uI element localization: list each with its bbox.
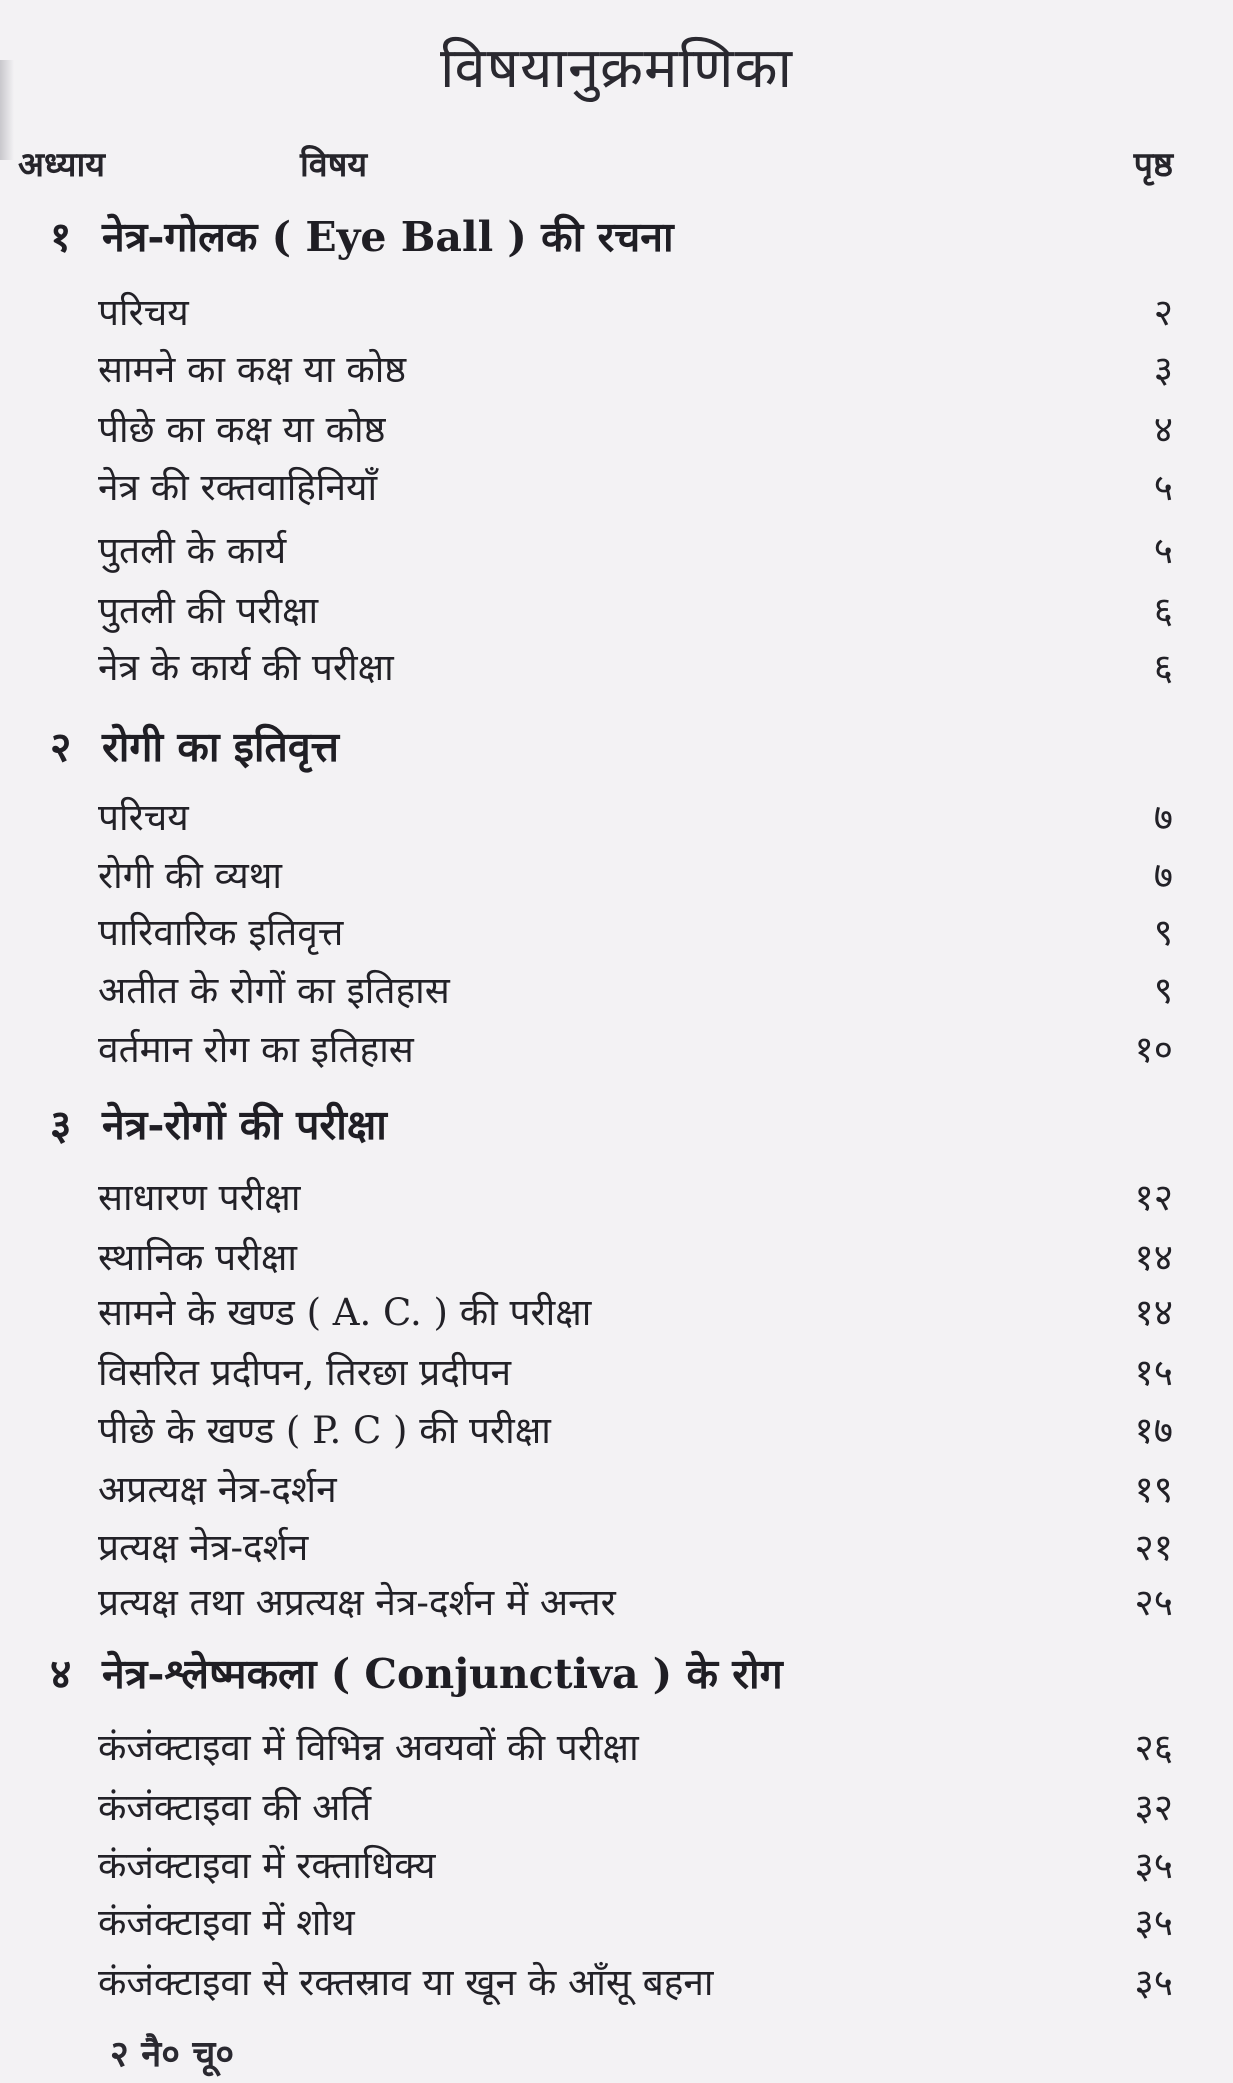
- chapter-number: १: [50, 213, 72, 261]
- toc-entry: [98, 1575, 1173, 1631]
- chapter-heading: [50, 718, 339, 774]
- page-title: विषयानुक्रमणिका: [439, 36, 794, 101]
- toc-entry: [98, 963, 1173, 1019]
- entry-page: ३५: [1134, 1961, 1173, 2004]
- entry-title: प्रत्यक्ष नेत्र-दर्शन: [98, 1526, 309, 1569]
- entry-page: ६: [1153, 646, 1173, 689]
- entry-title: प्रत्यक्ष तथा अप्रत्यक्ष नेत्र-दर्शन में अन्तर: [98, 1581, 616, 1624]
- entry-title: नेत्र के कार्य की परीक्षा: [98, 646, 394, 689]
- entry-page: ५: [1153, 529, 1173, 572]
- toc-entry: [98, 1955, 1173, 2011]
- chapter-number: २: [50, 723, 72, 771]
- entry-page: १५: [1134, 1351, 1173, 1394]
- toc-entry: [98, 1345, 1173, 1401]
- chapter-title: नेत्र-रोगों की परीक्षा: [102, 1101, 387, 1149]
- toc-entry: [98, 1022, 1173, 1078]
- entry-title: पारिवारिक इतिवृत्त: [98, 911, 344, 954]
- entry-title: कंजंक्टाइवा में रक्ताधिक्य: [98, 1844, 436, 1887]
- entry-title: रोगी की व्यथा: [98, 854, 282, 897]
- toc-entry: [98, 583, 1173, 639]
- entry-title: कंजंक्टाइवा में विभिन्न अवयवों की परीक्षा: [98, 1726, 639, 1769]
- entry-page: ७: [1153, 854, 1173, 897]
- chapter-heading: [50, 1645, 783, 1701]
- entry-title: कंजंक्टाइवा की अर्ति: [98, 1786, 372, 1829]
- entry-page: ५: [1153, 466, 1173, 509]
- toc-entry: [98, 1780, 1173, 1836]
- chapter-heading: [50, 1096, 387, 1152]
- entry-page: १७: [1134, 1409, 1173, 1452]
- entry-page: १९: [1134, 1468, 1173, 1511]
- entry-title: साधारण परीक्षा: [98, 1176, 301, 1219]
- entry-page: २६: [1134, 1726, 1173, 1769]
- chapter-number: ३: [50, 1101, 72, 1149]
- entry-page: ३: [1153, 348, 1173, 391]
- entry-title: सामने के खण्ड ( A. C. ) की परीक्षा: [98, 1291, 592, 1334]
- toc-entry: [98, 905, 1173, 961]
- entry-title: नेत्र की रक्तवाहिनियाँ: [98, 466, 378, 509]
- toc-entry: [98, 1720, 1173, 1776]
- entry-title: विसरित प्रदीपन, तिरछा प्रदीपन: [98, 1351, 512, 1394]
- chapter-heading: [50, 208, 674, 264]
- toc-entry: [98, 1230, 1173, 1286]
- toc-entry: [98, 640, 1173, 696]
- toc-entry: [98, 1403, 1173, 1459]
- entry-page: ७: [1153, 796, 1173, 839]
- chapter-title: रोगी का इतिवृत्त: [102, 723, 339, 771]
- entry-title: स्थानिक परीक्षा: [98, 1236, 298, 1279]
- entry-title: कंजंक्टाइवा में शोथ: [98, 1901, 355, 1944]
- toc-entry: [98, 402, 1173, 458]
- page-footer-signature: २ नै० चू०: [110, 2033, 235, 2075]
- entry-page: १४: [1134, 1291, 1173, 1334]
- entry-title: कंजंक्टाइवा से रक्तस्राव या खून के आँसू बहना: [98, 1961, 714, 2004]
- entry-title: अतीत के रोगों का इतिहास: [98, 969, 450, 1012]
- toc-entry: [98, 1285, 1173, 1341]
- toc-entry: [98, 1895, 1173, 1951]
- column-header-page: पृष्ठ: [1133, 145, 1173, 185]
- entry-page: २१: [1134, 1526, 1173, 1569]
- toc-entry: [98, 1520, 1173, 1576]
- chapter-title: नेत्र-श्लेष्मकला ( Conjunctiva ) के रोग: [102, 1650, 783, 1698]
- entry-page: ४: [1153, 408, 1173, 451]
- entry-title: पीछे का कक्ष या कोष्ठ: [98, 408, 386, 451]
- entry-title: पुतली के कार्य: [98, 529, 287, 572]
- toc-entry: [98, 1462, 1173, 1518]
- entry-title: सामने का कक्ष या कोष्ठ: [98, 348, 407, 391]
- entry-page: ३५: [1134, 1901, 1173, 1944]
- chapter-title: नेत्र-गोलक ( Eye Ball ) की रचना: [102, 213, 674, 261]
- toc-entry: [98, 460, 1173, 516]
- entry-title: परिचय: [98, 291, 189, 334]
- entry-title: पुतली की परीक्षा: [98, 589, 319, 632]
- toc-entry: [98, 342, 1173, 398]
- toc-entry: [98, 1170, 1173, 1226]
- entry-title: परिचय: [98, 796, 189, 839]
- column-header-subject: विषय: [300, 145, 368, 185]
- toc-entry: [98, 848, 1173, 904]
- toc-entry: [98, 285, 1173, 341]
- chapter-number: ४: [50, 1650, 72, 1698]
- entry-page: १०: [1134, 1028, 1173, 1071]
- entry-page: १२: [1134, 1176, 1173, 1219]
- entry-page: ३५: [1134, 1844, 1173, 1887]
- entry-page: ३२: [1134, 1786, 1173, 1829]
- entry-page: २: [1153, 291, 1173, 334]
- entry-page: ९: [1153, 969, 1173, 1012]
- entry-title: पीछे के खण्ड ( P. C ) की परीक्षा: [98, 1409, 551, 1452]
- entry-title: वर्तमान रोग का इतिहास: [98, 1028, 414, 1071]
- entry-page: १४: [1134, 1236, 1173, 1279]
- entry-page: ६: [1153, 589, 1173, 632]
- column-header-chapter: अध्याय: [18, 145, 106, 185]
- entry-page: ९: [1153, 911, 1173, 954]
- toc-entry: [98, 790, 1173, 846]
- entry-title: अप्रत्यक्ष नेत्र-दर्शन: [98, 1468, 337, 1511]
- toc-entry: [98, 1838, 1173, 1894]
- toc-entry: [98, 523, 1173, 579]
- entry-page: २५: [1134, 1581, 1173, 1624]
